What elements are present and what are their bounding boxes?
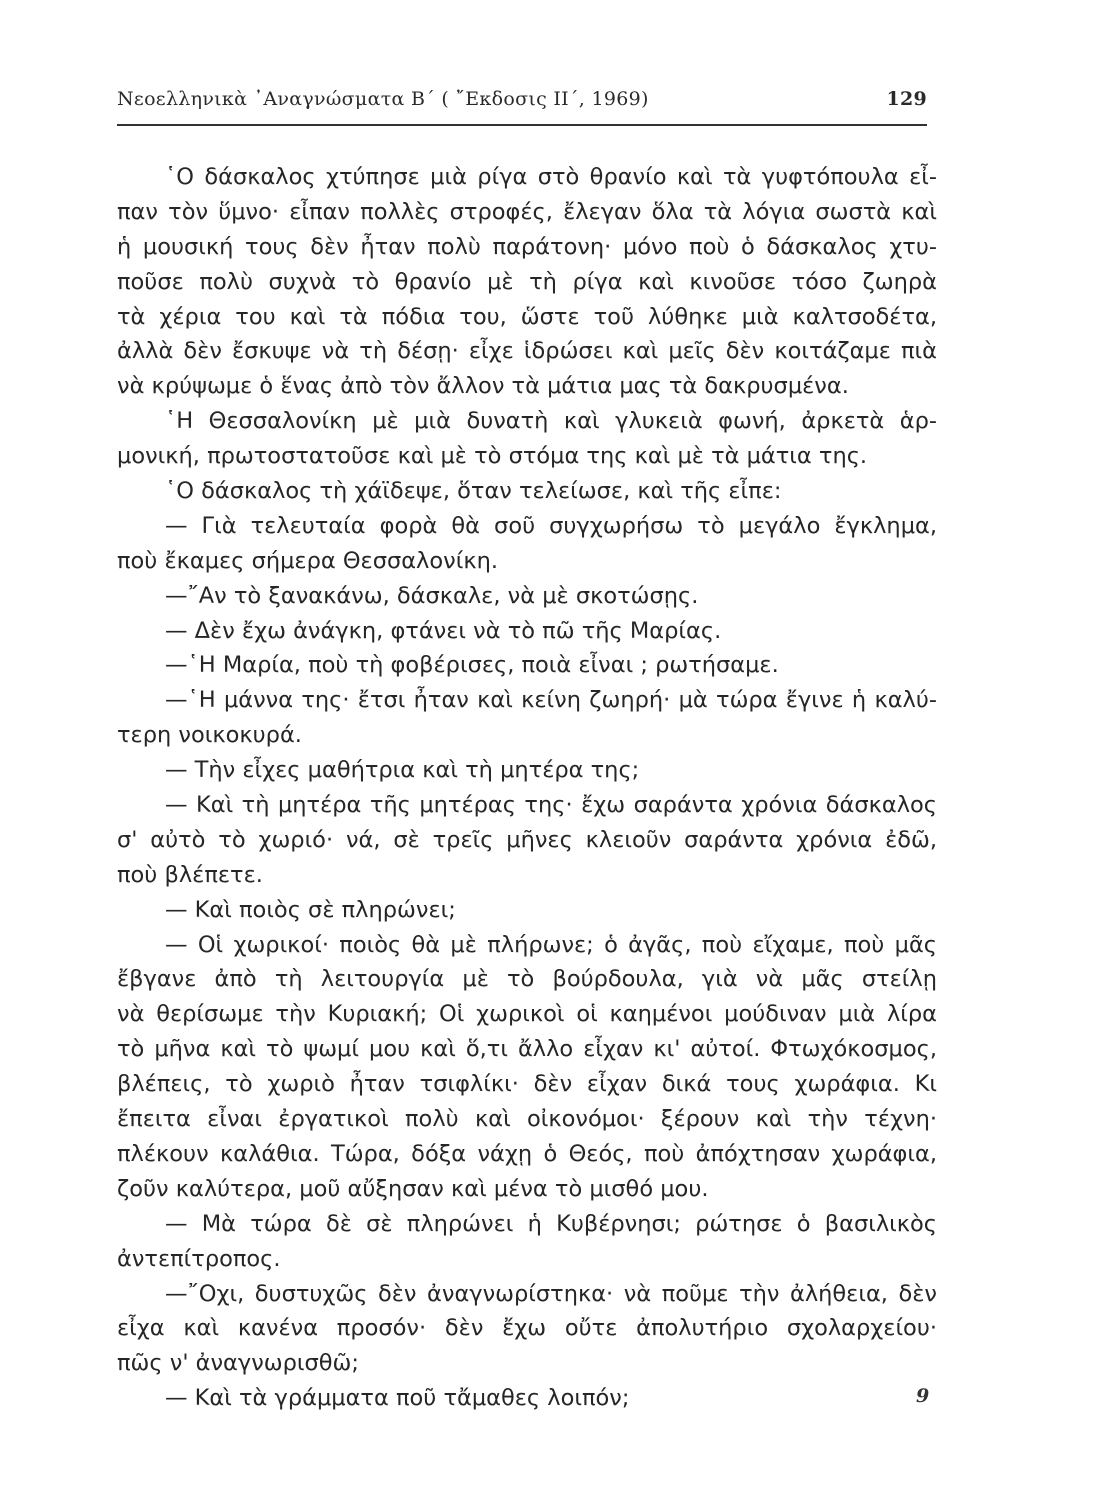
text-line: — Καὶ τὰ γράμματα ποῦ τἄμαθες λοιπόν; (165, 1385, 630, 1412)
signature-mark: 9 (916, 1385, 930, 1407)
text-line: ποῦσε πολὺ συχνὰ τὸ θρανίο μὲ τὴ ρίγα καὶ κινοῦσε τόσο ζωηρὰ (117, 268, 937, 295)
text-line: εἶχα καὶ κανένα προσόν· δὲν ἔχω οὔτε ἀπολυτήριο σχολαρχείου· (117, 1315, 937, 1342)
text-line: σ' αὐτὸ τὸ χωριό· νά, σὲ τρεῖς μῆνες κλειοῦν σαράντα χρόνια ἐδῶ, (117, 826, 937, 853)
text-line: νὰ θερίσωμε τὴν Κυριακή; Οἱ χωρικοὶ οἱ καημένοι μούδιναν μιὰ λίρα (117, 1001, 937, 1028)
body-text (117, 160, 937, 1416)
text-line: πλέκουν καλάθια. Τώρα, δόξα νάχῃ ὁ Θεός, ποὺ ἀπόχτησαν χωράφια, (117, 1140, 937, 1167)
text-line: βλέπεις, τὸ χωριὸ ἦταν τσιφλίκι· δὲν εἶχαν δικά τους χωράφια. Κι (117, 1071, 937, 1098)
text-line: ῾Η Θεσσαλονίκη μὲ μιὰ δυνατὴ καὶ γλυκειὰ φωνή, ἀρκετὰ ἁρ- (165, 408, 937, 435)
text-line: — Μὰ τώρα δὲ σὲ πληρώνει ἡ Κυβέρνησι; ρώτησε ὁ βασιλικὸς (165, 1210, 937, 1237)
text-line: ἡ μουσική τους δὲν ἦταν πολὺ παράτονη· μόνο ποὺ ὁ δάσκαλος χτυ- (117, 233, 937, 260)
text-line: πῶς ν' ἀναγνωρισθῶ; (117, 1350, 359, 1377)
text-line: —῎Αν τὸ ξανακάνω, δάσκαλε, νὰ μὲ σκοτώσῃς. (165, 582, 699, 609)
text-line: ῾Ο δάσκαλος τὴ χάϊδεψε, ὅταν τελείωσε, καὶ τῆς εἶπε: (165, 478, 782, 505)
text-line: ζοῦν καλύτερα, μοῦ αὔξησαν καὶ μένα τὸ μισθό μου. (117, 1175, 709, 1202)
text-line: ποὺ ἔκαμες σήμερα Θεσσαλονίκη. (117, 547, 498, 574)
text-line: —῾Η μάννα της· ἔτσι ἦταν καὶ κείνη ζωηρή· μὰ τώρα ἔγινε ἡ καλύ- (165, 687, 937, 714)
text-line: —῾Η Μαρία, ποὺ τὴ φοβέρισες, ποιὰ εἶναι ; ρωτήσαμε. (165, 652, 779, 679)
text-line: —῎Οχι, δυστυχῶς δὲν ἀναγνωρίστηκα· νὰ ποῦμε τὴν ἀλήθεια, δὲν (165, 1280, 937, 1307)
header-rule (117, 124, 927, 126)
running-title: Νεοελληνικὰ ᾿Αναγνώσματα Β΄ ( ῎Εκδοσις ΙΙ΄, 1969) (117, 88, 649, 110)
text-line: τὸ μῆνα καὶ τὸ ψωμί μου καὶ ὅ,τι ἄλλο εἶχαν κι' αὐτοί. Φτωχόκοσμος, (117, 1036, 937, 1063)
text-line: — Καὶ ποιὸς σὲ πληρώνει; (165, 896, 456, 923)
text-line: ἀλλὰ δὲν ἔσκυψε νὰ τὴ δέσῃ· εἶχε ἱδρώσει καὶ μεῖς δὲν κοιτάζαμε πιὰ (117, 338, 937, 365)
page-number: 129 (886, 88, 927, 110)
text-line: — Γιὰ τελευταία φορὰ θὰ σοῦ συγχωρήσω τὸ μεγάλο ἔγκλημα, (165, 512, 937, 539)
text-line: ῾Ο δάσκαλος χτύπησε μιὰ ρίγα στὸ θρανίο καὶ τὰ γυφτόπουλα εἶ- (165, 164, 937, 190)
text-line: τερη νοικοκυρά. (117, 722, 302, 749)
text-line: ποὺ βλέπετε. (117, 861, 263, 888)
text-line: — Τὴν εἶχες μαθήτρια καὶ τὴ μητέρα της; (165, 757, 640, 784)
running-header (117, 88, 927, 118)
text-line: τὰ χέρια του καὶ τὰ πόδια του, ὥστε τοῦ λύθηκε μιὰ καλτσοδέτα, (117, 303, 937, 330)
text-line: ἔπειτα εἶναι ἐργατικοὶ πολὺ καὶ οἰκονόμοι· ξέρουν καὶ τὴν τέχνη· (117, 1106, 937, 1133)
text-line: ἔβγανε ἀπὸ τὴ λειτουργία μὲ τὸ βούρδουλα, γιὰ νὰ μᾶς στείλῃ (117, 966, 937, 993)
text-line: παν τὸν ὕμνο· εἶπαν πολλὲς στροφές, ἔλεγαν ὅλα τὰ λόγια σωστὰ καὶ (117, 198, 937, 225)
text-line: νὰ κρύψωμε ὁ ἕνας ἀπὸ τὸν ἄλλον τὰ μάτια μας τὰ δακρυσμένα. (117, 373, 849, 400)
text-line: — Οἱ χωρικοί· ποιὸς θὰ μὲ πλήρωνε; ὁ ἀγᾶς, ποὺ εἴχαμε, ποὺ μᾶς (165, 931, 937, 958)
text-line: ἀντεπίτροπος. (117, 1245, 281, 1272)
text-line: — Καὶ τὴ μητέρα τῆς μητέρας της· ἔχω σαράντα χρόνια δάσκαλος (165, 792, 937, 819)
text-line: μονική, πρωτοστατοῦσε καὶ μὲ τὸ στόμα της καὶ μὲ τὰ μάτια της. (117, 443, 868, 470)
text-line: — Δὲν ἔχω ἀνάγκη, φτάνει νὰ τὸ πῶ τῆς Μαρίας. (165, 617, 722, 644)
